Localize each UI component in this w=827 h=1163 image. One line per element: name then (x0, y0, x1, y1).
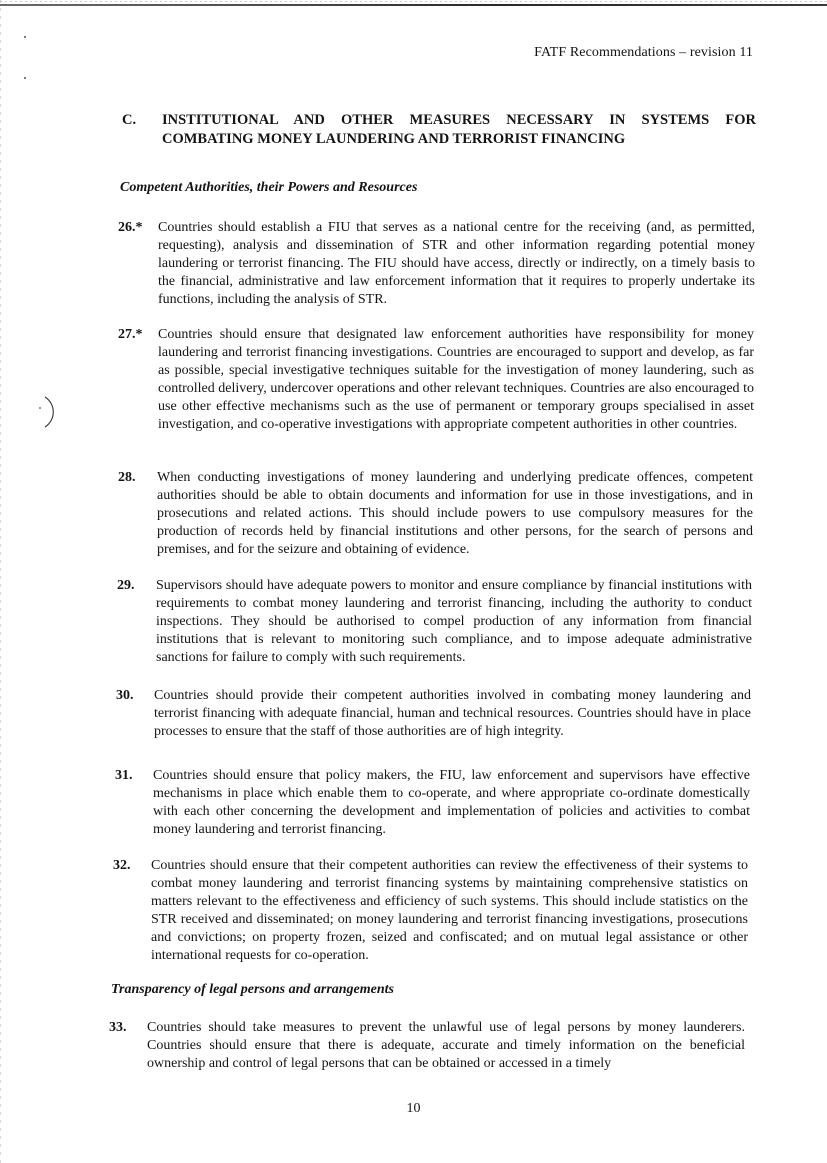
scan-top-dotted-line (0, 1, 827, 2)
recommendation-text: Countries should provide their competent authorities involved in combating money laundering and terrorist financing with adequate financial, human and technical resources. Countries should have in place processes to ensure that the staff of those authorities are of high integrity. (154, 688, 751, 739)
subheading-transparency: Transparency of legal persons and arrangements (111, 982, 395, 997)
section-title-line-1: INSTITUTIONAL AND OTHER MEASURES NECESSARY IN SYSTEMS FOR (162, 112, 756, 128)
recommendation-26 (118, 219, 755, 309)
recommendation-number: 27.* (118, 327, 143, 342)
margin-bracket-mark (36, 394, 58, 430)
recommendation-text: Countries should take measures to prevent the unlawful use of legal persons by money launderers. Countries should ensure that there is adequate, accurate and timely information on the beneficial ownership and control of legal persons that can be obtained or accessed in a timely (147, 1020, 745, 1071)
recommendation-33 (109, 1019, 745, 1073)
scan-speck (24, 77, 26, 79)
recommendation-text: Countries should ensure that their competent authorities can review the effectiveness of their systems to combat money laundering and terrorist financing systems by maintaining comprehensive statistics on matters relevant to the effectiveness and efficiency of such systems. This should include statistics on the STR received and disseminated; on money laundering and terrorist financing investigations, prosecutions and convictions; on property frozen, seized and confiscated; and on mutual legal assistance or other international requests for co-operation. (151, 858, 748, 963)
recommendation-number: 26.* (118, 220, 143, 235)
recommendation-number: 29. (117, 578, 135, 593)
recommendation-30 (116, 687, 751, 741)
recommendation-31 (115, 767, 750, 839)
recommendation-27 (118, 326, 754, 434)
recommendation-text: Countries should ensure that designated law enforcement authorities have responsibility for money laundering and terrorist financing investigations. Countries are encouraged to support and develop, as far as possible, special investigative techniques suitable for the investigation of money laundering, such as controlled delivery, undercover operations and other relevant techniques. Countries are also encouraged to use other effective mechanisms such as the use of permanent or temporary groups specialised in asset investigation, and co-operative investigations with appropriate competent authorities in other countries. (158, 327, 754, 432)
recommendation-text: Countries should ensure that policy makers, the FIU, law enforcement and supervisors have effective mechanisms in place which enable them to co-operate, and where appropriate co-ordinate domestically with each other concerning the development and implementation of policies and activities to combat money laundering and terrorist financing. (153, 768, 750, 837)
section-letter: C. (122, 112, 137, 128)
recommendation-number: 32. (113, 858, 131, 873)
section-heading (122, 111, 756, 149)
recommendation-number: 30. (116, 688, 134, 703)
scan-top-border (0, 4, 827, 6)
section-title-line-2: COMBATING MONEY LAUNDERING AND TERRORIST FINANCING (162, 131, 626, 147)
recommendation-29 (117, 577, 752, 667)
scan-speck (24, 36, 26, 38)
recommendation-text: Countries should establish a FIU that serves as a national centre for the receiving (and, as permitted, requesting), analysis and dissemination of STR and other information regarding potential money laundering or terrorist financing. The FIU should have access, directly or indirectly, on a timely basis to the financial, administrative and law enforcement information that it requires to properly undertake its functions, including the analysis of STR. (158, 220, 755, 307)
recommendation-number: 33. (109, 1020, 127, 1035)
running-header: FATF Recommendations – revision 11 (534, 45, 753, 60)
recommendation-text: When conducting investigations of money laundering and underlying predicate offences, competent authorities should be able to obtain documents and information for use in those investigations, and in prosecutions and related actions. This should include powers to use compulsory measures for the production of records held by financial institutions and other persons, for the search of persons and premises, and for the seizure and obtaining of evidence. (157, 470, 753, 557)
page-number: 10 (406, 1101, 421, 1116)
scan-left-edge (0, 0, 1, 1163)
recommendation-number: 28. (118, 470, 136, 485)
recommendation-32 (113, 857, 748, 965)
recommendation-text: Supervisors should have adequate powers to monitor and ensure compliance by financial institutions with requirements to combat money laundering and terrorist financing, including the authority to conduct inspections. They should be authorised to compel production of any information from financial institutions that is relevant to monitoring such compliance, and to impose adequate administrative sanctions for failure to comply with such requirements. (156, 578, 752, 665)
recommendation-28 (118, 469, 753, 559)
subheading-competent-authorities: Competent Authorities, their Powers and Resources (120, 180, 418, 195)
recommendation-number: 31. (115, 768, 133, 783)
